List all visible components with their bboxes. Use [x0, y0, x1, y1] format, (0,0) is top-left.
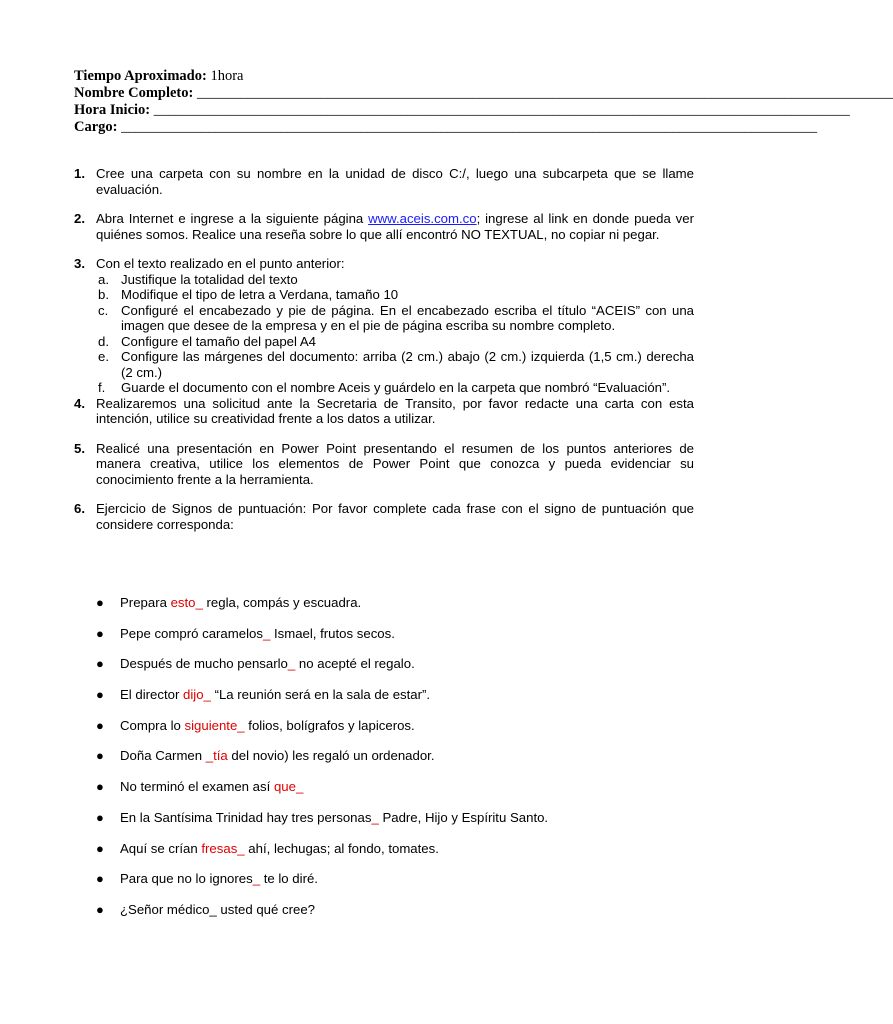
sub-letter: b. [98, 287, 109, 302]
sub-text: Justifique la totalidad del texto [121, 271, 298, 287]
sentence-text: Padre, Hijo y Espíritu Santo. [378, 809, 549, 825]
sentence-text: No terminó el examen así [120, 779, 274, 795]
item-number: 3. [74, 256, 85, 271]
sentence-text: no acepté el regalo. [295, 656, 415, 672]
sentence-text: del novio) les regaló un ordenador. [227, 748, 435, 764]
sentence-answer: _ [371, 809, 379, 825]
sentence-text: ¿Señor médico_ usted qué cree? [120, 901, 315, 917]
sentence-text: Para que no lo ignores [120, 871, 253, 887]
sentence-text: El director [120, 687, 184, 703]
start-label: Hora Inicio: [74, 102, 151, 118]
exercise-sentence [74, 902, 694, 933]
sub-letter: e. [98, 349, 109, 364]
item-number: 4. [74, 395, 85, 411]
aceis-link[interactable]: www.aceis.com.co [368, 211, 477, 226]
exercise-sentence [74, 779, 694, 810]
sub-text: Configure el tamaño del papel A4 [121, 333, 317, 349]
sub-text: Configure las márgenes del documento: arriba (2 cm.) abajo (2 cm.) izquierda (1,5 cm.) derecha (2 cm.) [121, 349, 694, 380]
sub-text: Configuré el encabezado y pie de página. En el encabezado escriba el título “ACEIS” con una imagen que desee de la empresa y en el pie de página escriba su nombre completo. [121, 302, 694, 333]
punctuation-exercise-list [74, 595, 694, 933]
sentence-text: te lo diré. [260, 871, 318, 887]
item-text: Realizaremos una solicitud ante la Secretaria de Transito, por favor redacte una carta con esta intención, utilice su creatividad frente a los datos a utilizar. [96, 395, 694, 426]
exercise-sentence [74, 626, 694, 657]
item-text: Cree una carpeta con su nombre en la unidad de disco C:/, luego una subcarpeta que se llame evaluación. [96, 166, 694, 197]
exercise-sentence [74, 718, 694, 749]
sentence-answer: dijo_ [183, 687, 211, 703]
item-text: ; ingrese al link en donde pueda ver quiénes somos. Realice una reseña sobre lo que allí encontró NO TEXTUAL, no copiar ni pegar. [96, 211, 694, 242]
start-blank: ________________________________________________________________________________________________ [153, 102, 850, 118]
bullet-dot-icon: ● [96, 779, 104, 795]
sub-text: Modifique el tipo de letra a Verdana, tamaño 10 [121, 287, 399, 302]
time-label: Tiempo Aproximado: [74, 68, 207, 84]
list-item [74, 211, 694, 242]
instruction-list [74, 166, 694, 546]
bullet-dot-icon: ● [96, 748, 104, 764]
bullet-dot-icon: ● [96, 871, 104, 887]
sub-letter: d. [98, 333, 109, 349]
bullet-dot-icon: ● [96, 809, 104, 825]
sentence-answer: _tía [205, 748, 228, 764]
exercise-sentence [74, 871, 694, 902]
list-item [74, 396, 694, 427]
bullet-dot-icon: ● [96, 901, 104, 917]
sentence-answer: que_ [273, 779, 304, 795]
item-number: 1. [74, 166, 85, 181]
item-number: 5. [74, 440, 85, 456]
item-text: Realicé una presentación en Power Point presentando el resumen de los puntos anteriores de manera creativa, utilice los elementos de Power Point que conozca y pueda evidenciar su conocimiento frente a la herramienta. [96, 440, 694, 487]
name-label: Nombre Completo: [74, 85, 194, 101]
exercise-sentence [74, 687, 694, 718]
exercise-sentence [74, 595, 694, 626]
bullet-dot-icon: ● [96, 840, 104, 856]
item-text: Ejercicio de Signos de puntuación: Por favor complete cada frase con el signo de puntuación que considere corresponda: [96, 501, 694, 532]
bullet-dot-icon: ● [96, 595, 104, 610]
item-text: Abra Internet e ingrese a la siguiente página [96, 211, 369, 226]
list-item [74, 501, 694, 532]
exercise-sentence [74, 841, 694, 872]
sub-item [74, 334, 694, 350]
sentence-text: folios, bolígrafos y lapiceros. [244, 717, 415, 733]
exercise-sentence [74, 810, 694, 841]
sentence-answer: siguiente_ [184, 717, 245, 733]
sentence-answer: _ [262, 625, 271, 641]
role-blank: ________________________________________________________________________________________________ [121, 119, 818, 135]
exercise-sentence [74, 656, 694, 687]
sentence-text: Pepe compró caramelos [120, 625, 263, 641]
sentence-text: En la Santísima Trinidad hay tres personas [120, 809, 372, 825]
bullet-dot-icon: ● [96, 656, 104, 672]
list-item [74, 166, 694, 197]
item-text: Con el texto realizado en el punto anterior: [96, 256, 345, 271]
time-row [74, 68, 694, 85]
sub-item [74, 349, 694, 380]
bullet-dot-icon: ● [96, 687, 104, 703]
time-value: 1hora [206, 68, 244, 84]
sub-letter: c. [98, 302, 109, 318]
sentence-answer: fresas_ [201, 840, 245, 856]
sentence-answer: _ [287, 656, 296, 672]
sub-letter: a. [98, 271, 109, 287]
list-item [74, 256, 694, 272]
bullet-dot-icon: ● [96, 717, 104, 733]
sentence-text: Prepara [120, 595, 171, 610]
role-label: Cargo: [74, 119, 118, 135]
sub-item [74, 287, 694, 303]
start-row [74, 102, 850, 119]
name-row [74, 85, 893, 102]
sentence-text: regla, compás y escuadra. [202, 595, 362, 610]
sentence-text: Ismael, frutos secos. [270, 625, 395, 641]
sentence-text: “La reunión será en la sala de estar”. [210, 687, 431, 703]
form-header [74, 68, 893, 136]
sub-letter: f. [98, 380, 106, 395]
sub-list [74, 272, 694, 396]
sentence-answer: esto_ [170, 595, 203, 610]
name-blank: ________________________________________________________________________________________________ [196, 85, 893, 101]
sub-text: Guarde el documento con el nombre Aceis y guárdelo en la carpeta que nombró “Evaluación”. [121, 380, 671, 395]
role-row [74, 119, 818, 136]
sentence-text: Después de mucho pensarlo [120, 656, 288, 672]
sentence-text: Doña Carmen [120, 748, 206, 764]
sentence-text: Aquí se crían [120, 840, 202, 856]
list-item [74, 441, 694, 488]
sub-item [74, 272, 694, 288]
sentence-answer: _ [252, 871, 261, 887]
exercise-sentence [74, 748, 694, 779]
item-number: 2. [74, 211, 85, 226]
sub-item [74, 380, 694, 396]
bullet-dot-icon: ● [96, 625, 104, 641]
sub-item [74, 303, 694, 334]
sentence-text: ahí, lechugas; al fondo, tomates. [244, 840, 439, 856]
item-number: 6. [74, 501, 85, 516]
sentence-text: Compra lo [120, 717, 185, 733]
